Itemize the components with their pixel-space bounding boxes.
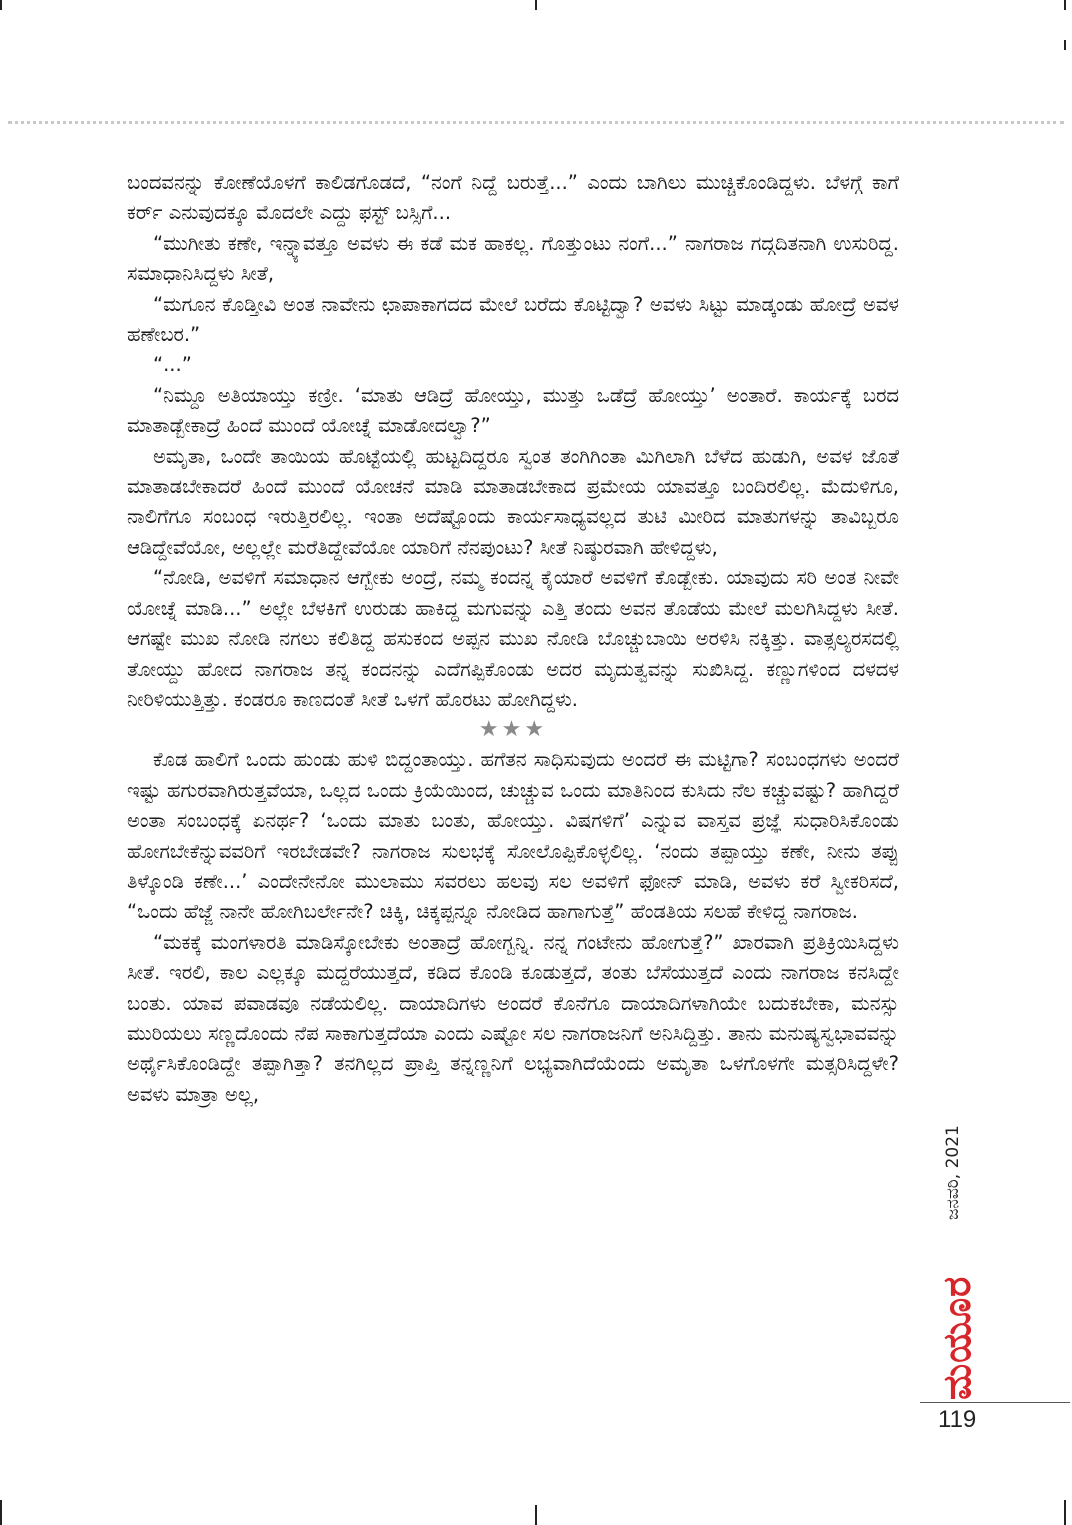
paragraph: “ನಿಮ್ದೂ ಅತಿಯಾಯ್ತು ಕಣ್ರೀ. ‘ಮಾತು ಆಡಿದ್ರೆ ಹೋಯ್ತು, ಮುತ್ತು ಒಡೆದ್ರೆ ಹೋಯ್ತು’ ಅಂತಾರೆ. ಕಾರ್ಯಕ್ಕೆ ಬರದ ಮಾತಾಡ್ಬೇಕಾದ್ರೆ ಹಿಂದೆ ಮುಂದೆ ಯೋಚ್ನೆ ಮಾಡೋದಲ್ವಾ?” [127,383,899,438]
issue-date: ಜನವರಿ, 2021 [943,1125,963,1220]
crop-mark-bottom-left [0,1500,2,1525]
magazine-sidebar [905,1090,995,1400]
crop-mark-top-center [535,0,537,10]
crop-mark-top-left [0,0,2,10]
crop-mark-right-mid [1064,40,1066,50]
paragraph: “ಮಕಕ್ಕೆ ಮಂಗಳಾರತಿ ಮಾಡಿಸ್ಕೋಬೇಕು ಅಂತಾದ್ರೆ ಹೋಗ್ಬನ್ನಿ. ನನ್ನ ಗಂಟೇನು ಹೋಗುತ್ತೆ?” ಖಾರವಾಗಿ ಪ್ರತಿಕ್ರಿಯಿಸಿದ್ದಳು ಸೀತೆ. ಇರಲಿ, ಕಾಲ ಎಲ್ಲಕ್ಕೂ ಮದ್ದರೆಯುತ್ತದೆ, ಕಡಿದ ಕೊಂಡಿ ಕೂಡುತ್ತದೆ, ತಂತು ಬೆಸೆಯುತ್ತದೆ ಎಂದು ನಾಗರಾಜ ಕನಸಿದ್ದೇ ಬಂತು. ಯಾವ ಪವಾಡವೂ ನಡೆಯಲಿಲ್ಲ. ದಾಯಾದಿಗಳು ಅಂದರೆ ಕೊನೆಗೂ ದಾಯಾದಿಗಳಾಗಿಯೇ ಬದುಕಬೇಕಾ, ಮನಸ್ಸು ಮುರಿಯಲು ಸಣ್ಣದೊಂದು ನೆಪ ಸಾಕಾಗುತ್ತದೆಯಾ ಎಂದು ಎಷ್ಟೋ ಸಲ ನಾಗರಾಜನಿಗೆ ಅನಿಸಿದ್ದಿತ್ತು. ತಾನು ಮನುಷ್ಯಸ್ವಭಾವವನ್ನು ಅರ್ಥೈಸಿಕೊಂಡಿದ್ದೇ ತಪ್ಪಾಗಿತ್ತಾ? ತನಗಿಲ್ಲದ ಪ್ರಾಪ್ತಿ ತನ್ನಣ್ಣನಿಗೆ ಲಭ್ಯವಾಗಿದೆಯೆಂದು ಅಮೃತಾ ಒಳಗೊಳಗೇ ಮತ್ಸರಿಸಿದ್ದಳೇ? ಅವಳು ಮಾತ್ರಾ ಅಲ್ಲ, [127,930,899,1106]
paragraph: ಅಮೃತಾ, ಒಂದೇ ತಾಯಿಯ ಹೊಟ್ಟೆಯಲ್ಲಿ ಹುಟ್ಟದಿದ್ದರೂ ಸ್ವಂತ ತಂಗಿಗಿಂತಾ ಮಿಗಿಲಾಗಿ ಬೆಳೆದ ಹುಡುಗಿ, ಅವಳ ಜೊತೆ ಮಾತಾಡಬೇಕಾದರೆ ಹಿಂದೆ ಮುಂದೆ ಯೋಚನೆ ಮಾಡಿ ಮಾತಾಡಬೇಕಾದ ಪ್ರಮೇಯ ಯಾವತ್ತೂ ಬಂದಿರಲಿಲ್ಲ. ಮೆದುಳಿಗೂ, ನಾಲಿಗೆಗೂ ಸಂಬಂಧ ಇರುತ್ತಿರಲಿಲ್ಲ. ಇಂತಾ ಅದೆಷ್ಟೊಂದು ಕಾರ್ಯಸಾಧ್ಯವಲ್ಲದ ತುಟಿ ಮೀರಿದ ಮಾತುಗಳನ್ನು ತಾವಿಬ್ಬರೂ ಆಡಿದ್ದೇವೆಯೋ, ಅಲ್ಲಲ್ಲೇ ಮರೆತಿದ್ದೇವೆಯೋ ಯಾರಿಗೆ ನೆನಪುಂಟು? ಸೀತೆ ನಿಷ್ಠುರವಾಗಿ ಹೇಳಿದ್ದಳು, [127,444,899,559]
paragraph: “ಮಗೂನ ಕೊಡ್ತೀವಿ ಅಂತ ನಾವೇನು ಛಾಪಾಕಾಗದದ ಮೇಲೆ ಬರೆದು ಕೊಟ್ಟಿದ್ವಾ? ಅವಳು ಸಿಟ್ಟು ಮಾಡ್ಕಂಡು ಹೋದ್ರೆ ಅವಳ ಹಣೇಬರ.” [127,292,899,347]
crop-mark-bottom-center [535,1505,537,1525]
page-number: 119 [938,1406,977,1433]
paragraph: “ನೋಡಿ, ಅವಳಿಗೆ ಸಮಾಧಾನ ಆಗ್ಬೇಕು ಅಂದ್ರೆ, ನಮ್ಮ ಕಂದನ್ನ ಕೈಯಾರೆ ಅವಳಿಗೆ ಕೊಡ್ಬೇಕು. ಯಾವುದು ಸರಿ ಅಂತ ನೀವೇ ಯೋಚ್ನೆ ಮಾಡಿ...” ಅಲ್ಲೇ ಬೆಳಕಿಗೆ ಉರುಡು ಹಾಕಿದ್ದ ಮಗುವನ್ನು ಎತ್ತಿ ತಂದು ಅವನ ತೊಡೆಯ ಮೇಲೆ ಮಲಗಿಸಿದ್ದಳು ಸೀತೆ. ಆಗಷ್ಟೇ ಮುಖ ನೋಡಿ ನಗಲು ಕಲಿತಿದ್ದ ಹಸುಕಂದ ಅಪ್ಪನ ಮುಖ ನೋಡಿ ಬೊಚ್ಚುಬಾಯಿ ಅರಳಿಸಿ ನಕ್ಕಿತ್ತು. ವಾತ್ಸಲ್ಯರಸದಲ್ಲಿ ತೋಯ್ದು ಹೋದ ನಾಗರಾಜ ತನ್ನ ಕಂದನನ್ನು ಎದೆಗಪ್ಪಿಕೊಂಡು ಅದರ ಮೃದುತ್ವವನ್ನು ಸುಖಿಸಿದ್ದ. ಕಣ್ಣುಗಳಿಂದ ದಳದಳ ನೀರಿಳಿಯುತ್ತಿತ್ತು. ಕಂಡರೂ ಕಾಣದಂತೆ ಸೀತೆ ಒಳಗೆ ಹೊರಟು ಹೋಗಿದ್ದಳು. [127,566,899,711]
paragraph: “...” [153,353,192,377]
paragraph: ಬಂದವನನ್ನು ಕೋಣೆಯೊಳಗೆ ಕಾಲಿಡಗೊಡದೆ, “ನಂಗೆ ನಿದ್ದೆ ಬರುತ್ತೆ...” ಎಂದು ಬಾಗಿಲು ಮುಚ್ಚಿಕೊಂಡಿದ್ದಳು. ಬೆಳಗ್ಗೆ ಕಾಗೆ ಕರ್ರ್ ಎನುವುದಕ್ಕೂ ಮೊದಲೇ ಎದ್ದು ಫಸ್ಟ್ ಬಸ್ಸಿಗೆ... [127,171,899,225]
article-body [127,168,899,1110]
crop-mark-top-right [1064,0,1066,10]
paragraph: ಕೊಡ ಹಾಲಿಗೆ ಒಂದು ಹುಂಡು ಹುಳಿ ಬಿದ್ದಂತಾಯ್ತು. ಹಗೆತನ ಸಾಧಿಸುವುದು ಅಂದರೆ ಈ ಮಟ್ಟಿಗಾ? ಸಂಬಂಧಗಳು ಅಂದರೆ ಇಷ್ಟು ಹಗುರವಾಗಿರುತ್ತವೆಯಾ, ಒಲ್ಲದ ಒಂದು ಕ್ರಿಯೆಯಿಂದ, ಚುಚ್ಚುವ ಒಂದು ಮಾತಿನಿಂದ ಕುಸಿದು ನೆಲ ಕಚ್ಚುವಷ್ಟು? ಹಾಗಿದ್ದರೆ ಅಂತಾ ಸಂಬಂಧಕ್ಕೆ ಏನರ್ಥ? ‘ಒಂದು ಮಾತು ಬಂತು, ಹೋಯ್ತು. ವಿಷಗಳಿಗೆ’ ಎನ್ನುವ ವಾಸ್ತವ ಪ್ರಜ್ಞೆ ಸುಧಾರಿಸಿಕೊಂಡು ಹೋಗಬೇಕೆನ್ನುವವರಿಗೆ ಇರಬೇಡವೇ? ನಾಗರಾಜ ಸುಲಭಕ್ಕೆ ಸೋಲೊಪ್ಪಿಕೊಳ್ಳಲಿಲ್ಲ. ‘ನಂದು ತಪ್ಪಾಯ್ತು ಕಣೇ, ನೀನು ತಪ್ಪು ತಿಳ್ಕೊಂಡಿ ಕಣೇ...’ ಎಂದೇನೇನೋ ಮುಲಾಮು ಸವರಲು ಹಲವು ಸಲ ಅವಳಿಗೆ ಫೋನ್ ಮಾಡಿ, ಅವಳು ಕರೆ ಸ್ವೀಕರಿಸದೆ, “ಒಂದು ಹೆಜ್ಜೆ ನಾನೇ ಹೋಗಿಬರ್ಲೇನೇ? ಚಿಕ್ಕಿ, ಚಿಕ್ಕಪ್ಪನ್ನೂ ನೋಡಿದ ಹಾಗಾಗುತ್ತೆ” ಹೆಂಡತಿಯ ಸಲಹೆ ಕೇಳಿದ್ದ ನಾಗರಾಜ. [127,748,899,924]
top-dotted-rule [8,121,1064,124]
crop-mark-bottom-right [1064,1500,1066,1525]
magazine-logo: ಮಯೂರ [935,1275,979,1400]
section-separator: ★★★ [478,717,548,743]
page-number-rule [920,1402,1070,1403]
paragraph: “ಮುಗೀತು ಕಣೇ, ಇನ್ನ್ಯಾವತ್ತೂ ಅವಳು ಈ ಕಡೆ ಮಕ ಹಾಕಲ್ಲ. ಗೊತ್ತುಂಟು ನಂಗೆ...” ನಾಗರಾಜ ಗದ್ಗದಿತನಾಗಿ ಉಸುರಿದ್ದ. ಸಮಾಧಾನಿಸಿದ್ದಳು ಸೀತೆ, [127,231,899,286]
